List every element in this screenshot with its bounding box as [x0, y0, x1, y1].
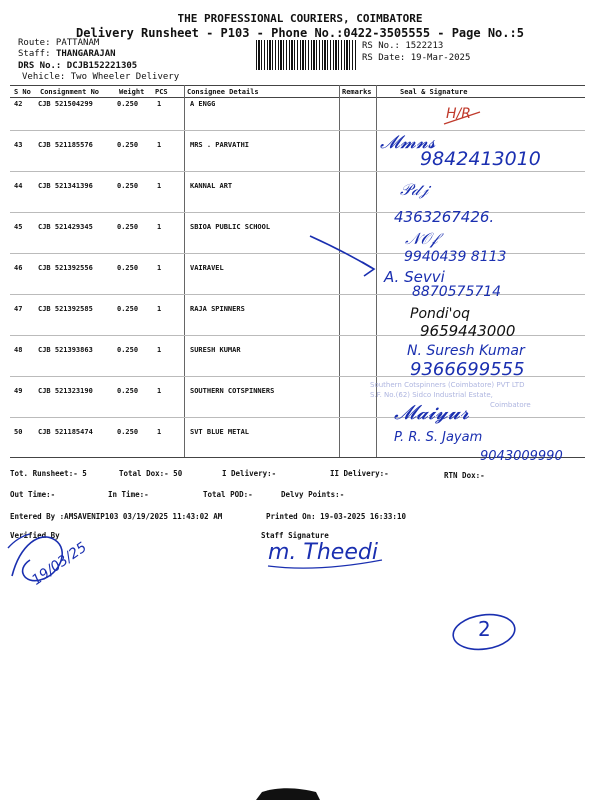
- row-48-weight: 0.250: [117, 346, 139, 354]
- row-42-pcs: 1: [157, 100, 162, 108]
- entered-by: Entered By :AMSAVENIP103 03/19/2025 11:43:02 AM: [10, 512, 223, 521]
- scan-artifact: [256, 788, 320, 800]
- total-pod: Total POD:-: [203, 490, 253, 499]
- row-44-consignment: CJB 521341396: [38, 182, 93, 190]
- row-50-consignment: CJB 521185474: [38, 428, 93, 436]
- col-header-seal: Seal & Signature: [400, 88, 468, 96]
- page-mark: 2: [478, 617, 491, 641]
- row-50-consignee: SVT BLUE METAL: [190, 428, 250, 436]
- handwritten-sign-43: 𝓜𝓶𝓷𝓼: [380, 132, 436, 153]
- staff-signature-label: Staff Signature: [261, 531, 329, 540]
- delvy-points: Delvy Points:-: [281, 490, 345, 499]
- row-49-pcs: 1: [157, 387, 162, 395]
- in-time: In Time:-: [108, 490, 149, 499]
- rs-date: RS Date: 19-Mar-2025: [362, 53, 471, 63]
- row-46-weight: 0.250: [117, 264, 139, 272]
- verified-by-label: Verified By: [10, 531, 60, 540]
- row-42-consignment: CJB 521504299: [38, 100, 93, 108]
- hr-stroke: [444, 112, 480, 124]
- runsheet-title: Delivery Runsheet - P103 - Phone No.:0422-3505555 - Page No.:5: [76, 26, 524, 40]
- row-45-weight: 0.250: [117, 223, 139, 231]
- staff-name: THANGARAJAN: [55, 49, 116, 59]
- row-45-sno: 45: [14, 223, 23, 231]
- handwritten-phone-50: 9043009990: [480, 449, 563, 464]
- printed-on: Printed On: 19-03-2025 16:33:10: [266, 512, 406, 521]
- col-header-remarks: Remarks: [342, 88, 372, 96]
- row-48-sno: 48: [14, 346, 23, 354]
- handwritten-name-48: N. Suresh Kumar: [407, 343, 525, 359]
- col-header-consignment: Consignment No: [40, 88, 100, 96]
- drs-line: DRS No.: DCJB152221305: [18, 61, 138, 71]
- rtn-dox: RTN Dox:-: [444, 471, 485, 480]
- col-header-consignee: Consignee Details: [187, 88, 259, 96]
- row-45-consignment: CJB 521429345: [38, 223, 93, 231]
- row-46-consignee: VAIRAVEL: [190, 264, 224, 272]
- row-49-consignment: CJB 521323190: [38, 387, 93, 395]
- company-stamp: Southern Cotspinners (Coimbatore) PVT LTD S.F. No.(62) Sidco Industrial Estate, Coimbatore: [370, 381, 531, 409]
- verified-signature-scribble: [12, 537, 62, 581]
- col-header-sno: S No: [14, 88, 31, 96]
- handwritten-sign-44: 𝒫𝒹𝒿: [400, 180, 429, 199]
- row-43-consignee: MRS . PARVATHI: [190, 141, 250, 149]
- staff-signature-underline: [268, 560, 382, 568]
- row-48-consignee: SURESH KUMAR: [190, 346, 241, 354]
- row-49-consignee: SOUTHERN COTSPINNERS: [190, 387, 275, 395]
- row-50-pcs: 1: [157, 428, 162, 436]
- company-title: THE PROFESSIONAL COURIERS, COIMBATORE: [177, 12, 423, 25]
- row-48-pcs: 1: [157, 346, 162, 354]
- row-43-consignment: CJB 521185576: [38, 141, 93, 149]
- row-49-weight: 0.250: [117, 387, 139, 395]
- row-46-sno: 46: [14, 264, 23, 272]
- row-50-weight: 0.250: [117, 428, 139, 436]
- col-header-pcs: PCS: [155, 88, 168, 96]
- out-time: Out Time:-: [10, 490, 56, 499]
- vehicle-label: Vehicle: Two Wheeler Delivery: [22, 72, 180, 82]
- row-43-weight: 0.250: [117, 141, 139, 149]
- total-dox: Total Dox:- 50: [119, 469, 183, 478]
- row-42-consignee: A ENGG: [190, 100, 216, 108]
- row-47-consignee: RAJA SPINNERS: [190, 305, 245, 313]
- row-47-pcs: 1: [157, 305, 162, 313]
- row-43-sno: 43: [14, 141, 23, 149]
- handwritten-phone-43: 9842413010: [420, 148, 541, 170]
- handwritten-phone-44: 4363267426.: [394, 208, 495, 226]
- row-45-pcs: 1: [157, 223, 162, 231]
- ii-delivery: II Delivery:-: [330, 469, 389, 478]
- row-47-sno: 47: [14, 305, 23, 313]
- staff-signature-scribble: m. Theedi: [268, 540, 378, 565]
- handwritten-sign-45: 𝒩𝒪𝒻: [405, 229, 438, 248]
- row-44-pcs: 1: [157, 182, 162, 190]
- row-46-consignment: CJB 521392556: [38, 264, 93, 272]
- row-48-consignment: CJB 521393863: [38, 346, 93, 354]
- row-47-consignment: CJB 521392585: [38, 305, 93, 313]
- drs-number: DCJB152221305: [66, 61, 138, 71]
- handwritten-sign-49: 𝓜𝓪𝓲𝔂𝓾𝓻: [394, 400, 470, 424]
- handwritten-name-47: Pondi'oq: [410, 306, 470, 322]
- tot-runsheet: Tot. Runsheet:- 5: [10, 469, 87, 478]
- row-44-weight: 0.250: [117, 182, 139, 190]
- handwritten-name-46: A. Sevvi: [384, 268, 445, 286]
- i-delivery: I Delivery:-: [222, 469, 277, 478]
- row-46-pcs: 1: [157, 264, 162, 272]
- handwritten-name-50: P. R. S. Jayam: [394, 430, 483, 445]
- page-mark-circle: [451, 611, 517, 653]
- rs-number: RS No.: 1522213: [362, 41, 444, 51]
- handwritten-hr: H/R: [446, 106, 471, 122]
- row-49-sno: 49: [14, 387, 23, 395]
- row-43-pcs: 1: [157, 141, 162, 149]
- staff-line: Staff: THANGARAJAN: [18, 49, 116, 59]
- col-header-weight: Weight: [119, 88, 145, 96]
- row-50-sno: 50: [14, 428, 23, 436]
- verified-date-scribble: 19/03/25: [29, 539, 90, 589]
- handwritten-phone-45: 9940439 8113: [404, 249, 507, 265]
- row-44-consignee: KANNAL ART: [190, 182, 233, 190]
- row-47-weight: 0.250: [117, 305, 139, 313]
- handwritten-phone-46: 8870575714: [412, 284, 502, 300]
- row-44-sno: 44: [14, 182, 23, 190]
- row-42-sno: 42: [14, 100, 23, 108]
- handwritten-phone-48: 9366699555: [410, 359, 525, 380]
- row-45-consignee: SBIOA PUBLIC SCHOOL: [190, 223, 271, 231]
- route-label: Route: PATTANAM: [18, 38, 100, 48]
- handwritten-phone-47: 9659443000: [420, 322, 516, 340]
- row-42-weight: 0.250: [117, 100, 139, 108]
